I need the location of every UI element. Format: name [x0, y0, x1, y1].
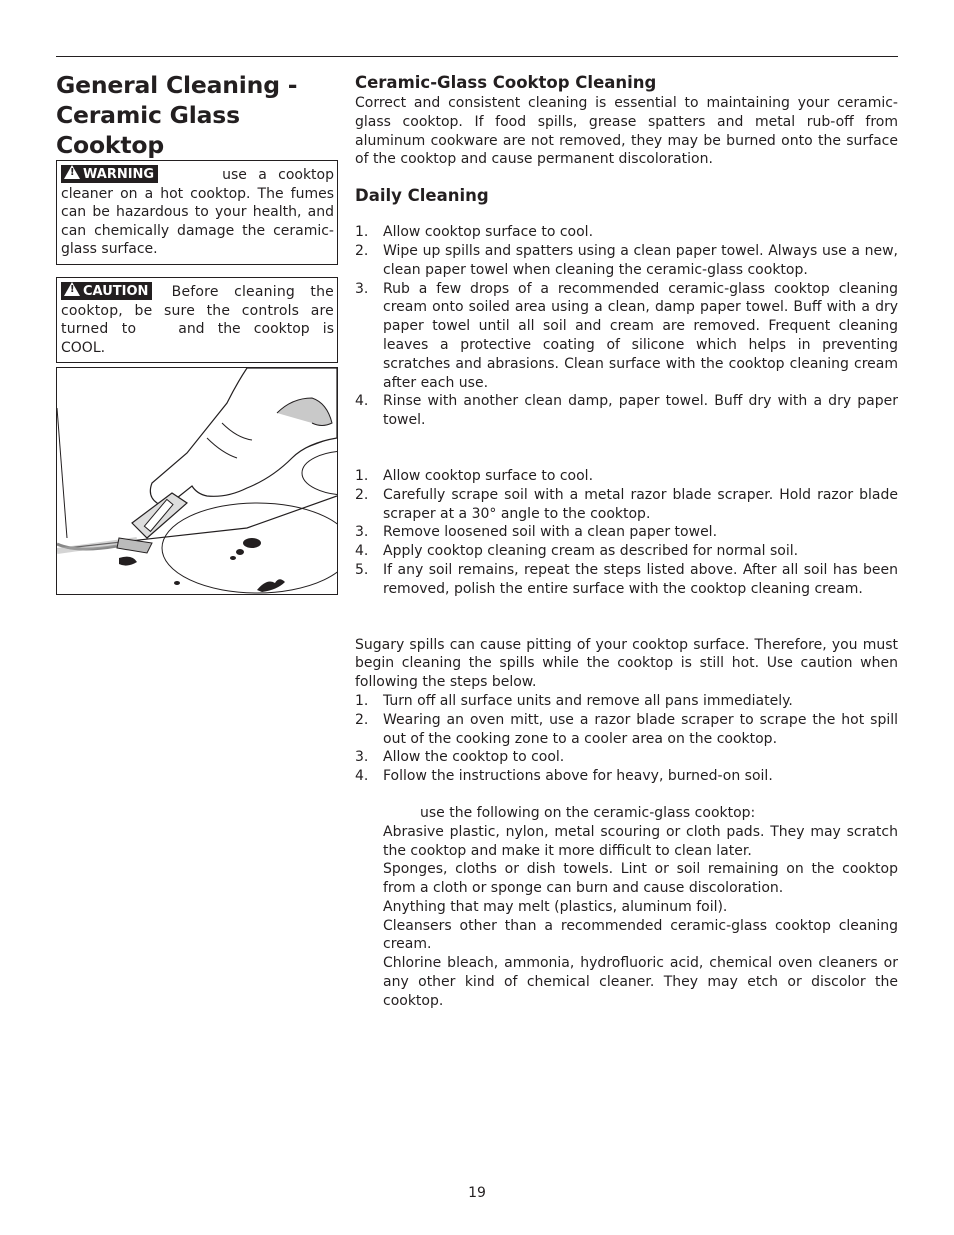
page-title: [56, 70, 338, 160]
scraper-illustration: [56, 367, 338, 595]
page-title-line2: Ceramic Glass Cooktop: [56, 101, 240, 159]
caution-triangle-icon: !: [64, 282, 80, 296]
gloved-hand-scraper-illustration: [57, 368, 337, 594]
list-item: Abrasive plastic, nylon, metal scouring or cloth pads. They may scratch the cooktop and make it more difficult to clean later.: [383, 823, 898, 859]
page-number: 19: [468, 1185, 486, 1201]
warning-text: cleaner on a hot cooktop. The fumes can be hazardous to your health, and can chemically damage the ceramic-glass surface.: [61, 185, 334, 258]
list-item: 4. Follow the instructions above for heavy, burned-on soil.: [355, 768, 773, 785]
list-item: 4. Apply cooktop cleaning cream as described for normal soil.: [355, 543, 799, 560]
ceramic-cleaning-heading: Ceramic-Glass Cooktop Cleaning: [355, 73, 657, 92]
sugary-spills-intro: Sugary spills can cause pitting of your cooktop surface. Therefore, you must begin cleaning the spills while the cooktop is still hot. Use caution when following the steps below.: [355, 636, 898, 691]
daily-cleaning-steps: [355, 223, 898, 430]
page-title-line1: General Cleaning -: [56, 71, 298, 99]
warning-label: WARNING: [83, 167, 155, 182]
right-column: [355, 72, 898, 1011]
list-item: 3. Rub a few drops of a recommended ceramic-glass cooktop cleaning cream onto soiled area using a clean, damp paper towel. Buff with a dry paper towel until all soil and cream are removed. Frequent cleaning leaves a protective coating of silicone which helps in preventing scratches and abrasions. Clean surface with the cooktop cleaning cream after each use.: [355, 280, 898, 391]
ceramic-cleaning-body: Correct and consistent cleaning is essential to maintaining your ceramic-glass cooktop. If food spills, grease spatters and metal rub-off from aluminum cookware are not removed, they may be burned onto the surface of the cooktop and cause permanent discoloration.: [355, 95, 898, 168]
list-item: 3. Allow the cooktop to cool.: [355, 749, 565, 766]
heavy-soil-steps: [355, 467, 898, 599]
warning-text-line1: use a cooktop: [222, 167, 334, 183]
list-item: 3. Remove loosened soil with a clean paper towel.: [355, 524, 718, 541]
caution-text-start: Before cleaning the cooktop, be sure the controls are turned to: [61, 283, 334, 338]
list-item: Anything that may melt (plastics, aluminum foil).: [383, 898, 728, 915]
daily-cleaning-heading: Daily Cleaning: [355, 186, 489, 206]
warning-box: [56, 160, 338, 265]
list-item: 1. Allow cooktop surface to cool.: [355, 224, 594, 241]
list-item: 4. Rinse with another clean damp, paper towel. Buff dry with a dry paper towel.: [355, 393, 898, 429]
list-item: 2. Wearing an oven mitt, use a razor blade scraper to scrape the hot spill out of the cooking zone to a cooler area on the cooktop.: [355, 711, 898, 747]
list-item: Chlorine bleach, ammonia, hydrofluoric acid, chemical oven cleaners or any other kind of chemical cleaner. They may etch or discolor the cooktop.: [383, 955, 898, 1009]
left-column: [56, 70, 338, 363]
caution-text-end: and the cooktop is COOL.: [61, 321, 334, 356]
sugary-spills-steps: [355, 692, 898, 786]
list-item: 1. Allow cooktop surface to cool.: [355, 467, 594, 484]
do-not-use-intro: use the following on the ceramic-glass cooktop:: [420, 804, 756, 821]
list-item: 5. If any soil remains, repeat the steps listed above. After all soil has been removed, polish the entire surface with the cooktop cleaning cream.: [355, 561, 898, 597]
list-item: 2. Wipe up spills and spatters using a clean paper towel. Always use a new, clean paper towel when cleaning the ceramic-glass cooktop.: [355, 242, 898, 278]
list-item: Sponges, cloths or dish towels. Lint or soil remaining on the cooktop from a cloth or sponge can burn and cause discoloration.: [383, 861, 898, 897]
list-item: 2. Carefully scrape soil with a metal razor blade scraper. Hold razor blade scraper at a 30° angle to the cooktop.: [355, 486, 898, 522]
caution-label: CAUTION: [83, 283, 149, 299]
list-item: Cleansers other than a recommended ceramic-glass cooktop cleaning cream.: [383, 917, 898, 953]
warning-triangle-icon: !: [64, 165, 80, 179]
caution-badge: [61, 282, 152, 300]
caution-box: [56, 277, 338, 363]
list-item: 1. Turn off all surface units and remove all pans immediately.: [355, 692, 793, 709]
warning-badge: [61, 165, 158, 183]
top-rule: [56, 56, 898, 57]
